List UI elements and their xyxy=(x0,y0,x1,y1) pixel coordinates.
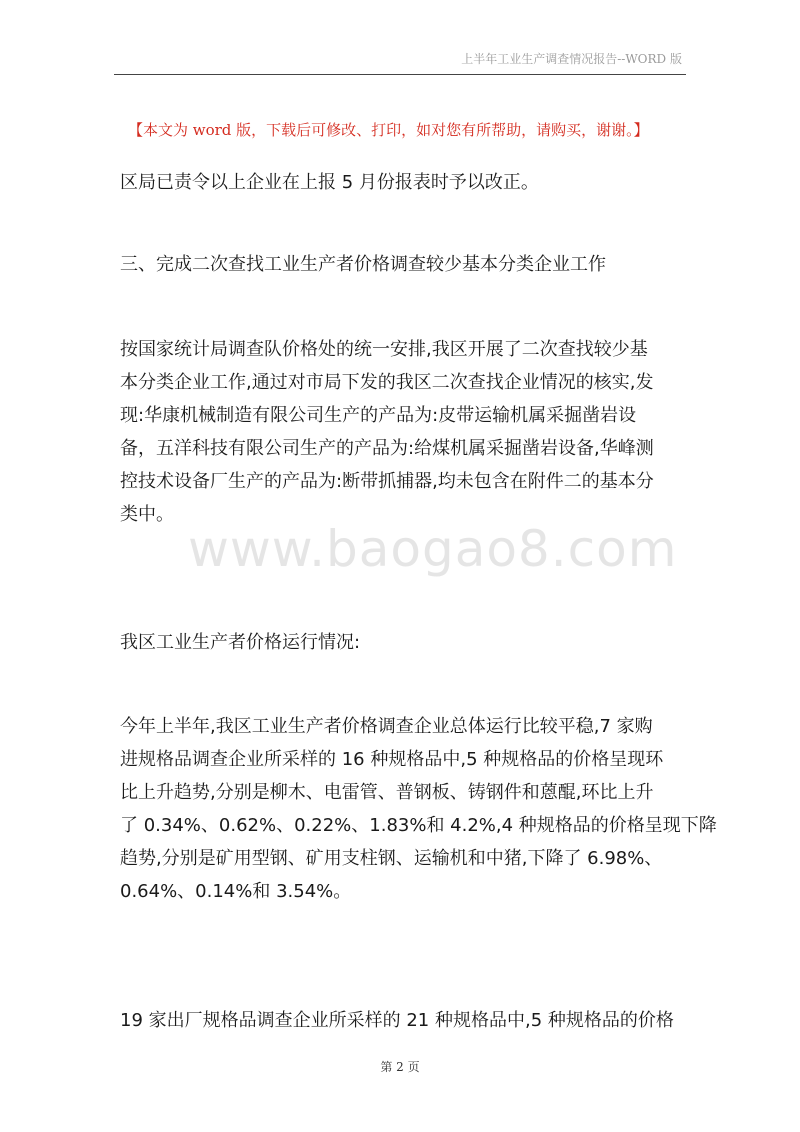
watermark: www.baogao8.com xyxy=(188,520,678,578)
page-header-title: 上半年工业生产调查情况报告--WORD 版 xyxy=(461,52,682,66)
text-line: 本分类企业工作,通过对市局下发的我区二次查找企业情况的核实,发 xyxy=(120,372,654,393)
text-line: 控技术设备厂生产的产品为:断带抓捕器,均未包含在附件二的基本分 xyxy=(120,471,654,492)
paragraph-price-details xyxy=(120,710,717,908)
paragraph-outgoing-factory xyxy=(120,1004,688,1037)
download-notice: 【本文为 word 版，下载后可修改、打印，如对您有所帮助，请购买，谢谢。】 xyxy=(128,121,649,139)
paragraph-correction xyxy=(120,166,688,199)
text-line: 比上升趋势,分别是柳木、电雷管、普钢板、铸钢件和蒽醌,环比上升 xyxy=(120,782,654,803)
text-line: 我区工业生产者价格运行情况: xyxy=(120,632,361,653)
text-line: 按国家统计局调查队价格处的统一安排,我区开展了二次查找较少基 xyxy=(120,339,648,360)
text-line: 了 0.34%、0.62%、0.22%、1.83%和 4.2%,4 种规格品的价格呈现下降 xyxy=(120,815,717,836)
paragraph-price-intro xyxy=(120,626,688,659)
text-line: 备，五洋科技有限公司生产的产品为:给煤机属采掘凿岩设备,华峰测 xyxy=(120,438,654,459)
paragraph-second-search xyxy=(120,333,688,531)
text-line: 区局已责令以上企业在上报 5 月份报表时予以改正。 xyxy=(120,172,539,193)
text-line: 进规格品调查企业所采样的 16 种规格品中,5 种规格品的价格呈现环 xyxy=(120,749,664,770)
heading-line: 三、完成二次查找工业生产者价格调查较少基本分类企业工作 xyxy=(120,254,606,275)
text-line: 今年上半年,我区工业生产者价格调查企业总体运行比较平稳,7 家购 xyxy=(120,716,653,737)
header-divider xyxy=(114,74,686,75)
section-heading-3 xyxy=(120,248,688,281)
text-line: 现:华康机械制造有限公司生产的产品为:皮带运输机属采掘凿岩设 xyxy=(120,405,637,426)
page-number: 第 2 页 xyxy=(380,1060,420,1074)
text-line: 19 家出厂规格品调查企业所采样的 21 种规格品中,5 种规格品的价格 xyxy=(120,1010,674,1031)
text-line: 趋势,分别是矿用型钢、矿用支柱钢、运输机和中猪,下降了 6.98%、 xyxy=(120,848,663,869)
text-line: 类中。 xyxy=(120,504,174,525)
text-line: 0.64%、0.14%和 3.54%。 xyxy=(120,881,352,902)
